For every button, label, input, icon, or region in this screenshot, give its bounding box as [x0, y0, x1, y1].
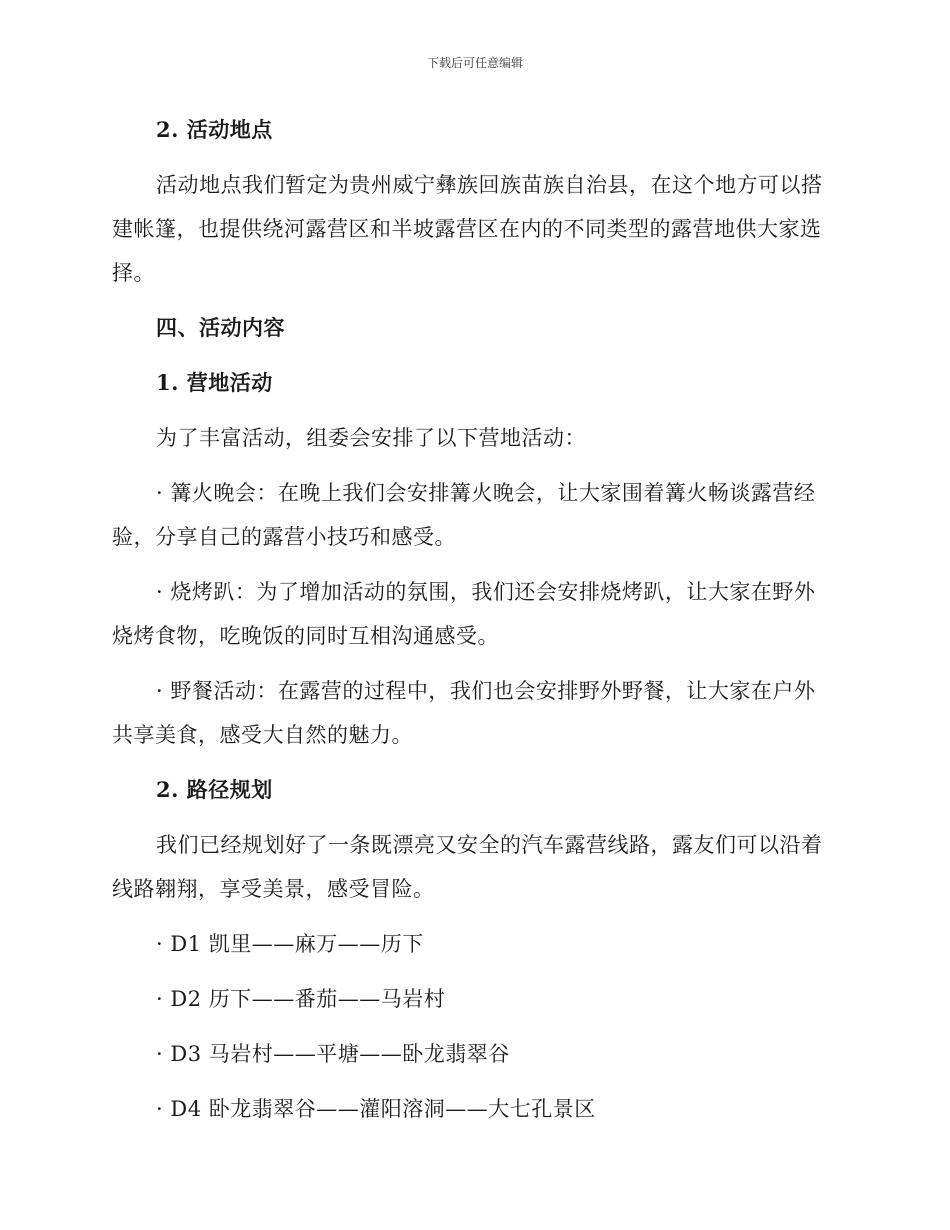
section-heading-location: 2. 活动地点	[156, 117, 273, 142]
list-item-bonfire: · 篝火晚会：在晚上我们会安排篝火晚会，让大家围着篝火畅谈露营经验，分享自己的露营小技巧和感受。	[112, 481, 816, 549]
page-header: 下载后可任意编辑	[426, 56, 523, 70]
section-heading-camp-activities: 1. 营地活动	[156, 370, 273, 395]
list-item-d3: · D3 马岩村——平塘——卧龙翡翠谷	[156, 1042, 510, 1066]
document-body	[112, 108, 830, 1131]
list-item-bbq: · 烧烤趴：为了增加活动的氛围，我们还会安排烧烤趴，让大家在野外烧烤食物，吃晚饭的同时互相沟通感受。	[112, 580, 816, 648]
paragraph-camp-intro: 为了丰富活动，组委会安排了以下营地活动：	[156, 426, 586, 450]
list-item-d2: · D2 历下——番茄——马岩村	[156, 987, 446, 1011]
paragraph-location: 活动地点我们暂定为贵州威宁彝族回族苗族自治县，在这个地方可以搭建帐篷，也提供绕河露营区和半坡露营区在内的不同类型的露营地供大家选择。	[112, 173, 823, 285]
list-item-d4: · D4 卧龙翡翠谷——灌阳溶洞——大七孔景区	[156, 1097, 596, 1121]
paragraph-route-intro: 我们已经规划好了一条既漂亮又安全的汽车露营线路，露友们可以沿着线路翱翔，享受美景，感受冒险。	[112, 833, 823, 901]
list-item-picnic: · 野餐活动：在露营的过程中，我们也会安排野外野餐，让大家在户外共享美食，感受大自然的魅力。	[112, 679, 816, 747]
section-heading-route: 2. 路径规划	[156, 777, 273, 802]
list-item-d1: · D1 凯里——麻万——历下	[156, 932, 424, 956]
section-heading-content: 四、活动内容	[156, 315, 285, 340]
